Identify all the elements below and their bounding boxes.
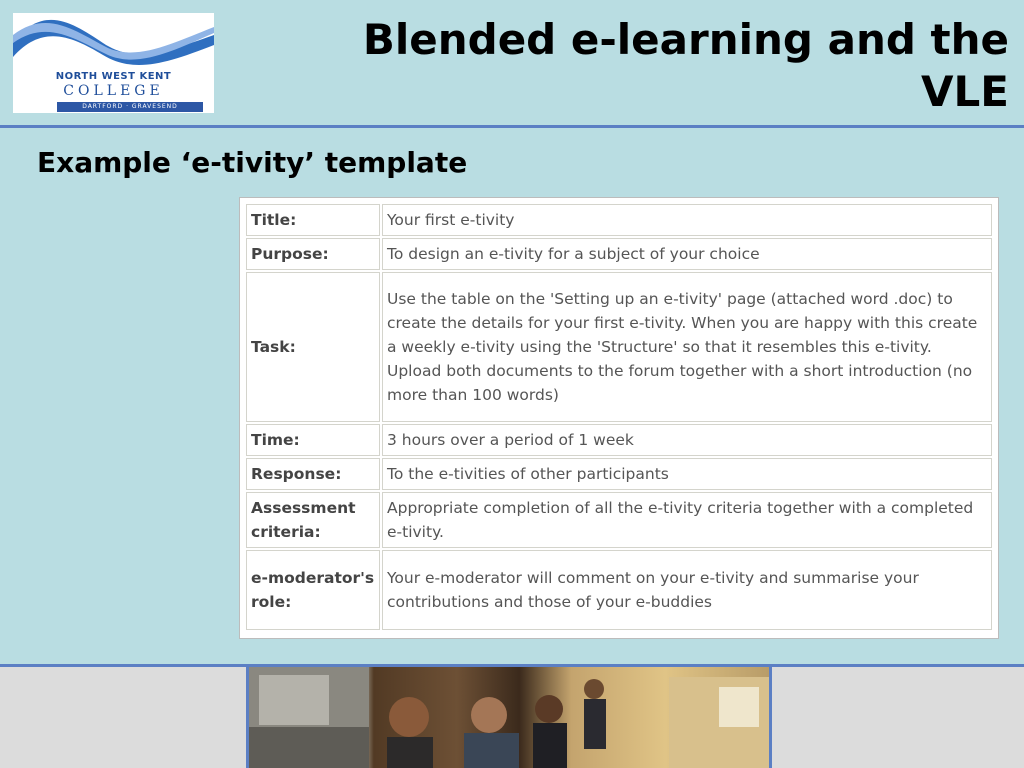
logo-swoosh-icon — [13, 13, 214, 73]
etivity-template-table — [239, 197, 999, 639]
row-value: Your e-moderator will comment on your e-tivity and summarise your contributions and those of your e-buddies — [382, 550, 992, 630]
table-row — [246, 550, 992, 630]
table-row — [246, 458, 992, 490]
table-row — [246, 238, 992, 270]
row-label: Response: — [246, 458, 380, 490]
row-value: To the e-tivities of other participants — [382, 458, 992, 490]
row-value: 3 hours over a period of 1 week — [382, 424, 992, 456]
logo-text-line3: DARTFORD · GRAVESEND — [57, 102, 203, 112]
row-label: Title: — [246, 204, 380, 236]
slide-title — [289, 14, 1009, 118]
table-row — [246, 204, 992, 236]
row-label: Time: — [246, 424, 380, 456]
college-logo — [13, 13, 214, 113]
table-row — [246, 424, 992, 456]
row-label: Purpose: — [246, 238, 380, 270]
slide-title-line1: Blended e-learning and the — [362, 15, 1009, 64]
row-value: Appropriate completion of all the e-tivity criteria together with a completed e-tivity. — [382, 492, 992, 548]
row-value: Use the table on the 'Setting up an e-tivity' page (attached word .doc) to create the details for your first e-tivity. When you are happy with this create a weekly e-tivity using the 'Structure' so that it resembles this e-tivity. Upload both documents to the forum together with a short introduction (no more than 100 words) — [382, 272, 992, 422]
slide-subtitle: Example ‘e-tivity’ template — [37, 146, 468, 179]
footer-photo-strip — [246, 664, 772, 768]
logo-text-line2: COLLEGE — [63, 83, 164, 99]
etivity-table — [244, 202, 994, 632]
logo-text-line1: NORTH WEST KENT — [55, 71, 172, 82]
row-value: To design an e-tivity for a subject of your choice — [382, 238, 992, 270]
table-row — [246, 272, 992, 422]
slide-title-line2: VLE — [921, 67, 1009, 116]
row-label: e-moderator's role: — [246, 550, 380, 630]
footer-people-image-icon — [249, 667, 772, 768]
table-row — [246, 492, 992, 548]
header-divider — [0, 125, 1024, 128]
row-value: Your first e-tivity — [382, 204, 992, 236]
row-label: Task: — [246, 272, 380, 422]
row-label: Assessment criteria: — [246, 492, 380, 548]
